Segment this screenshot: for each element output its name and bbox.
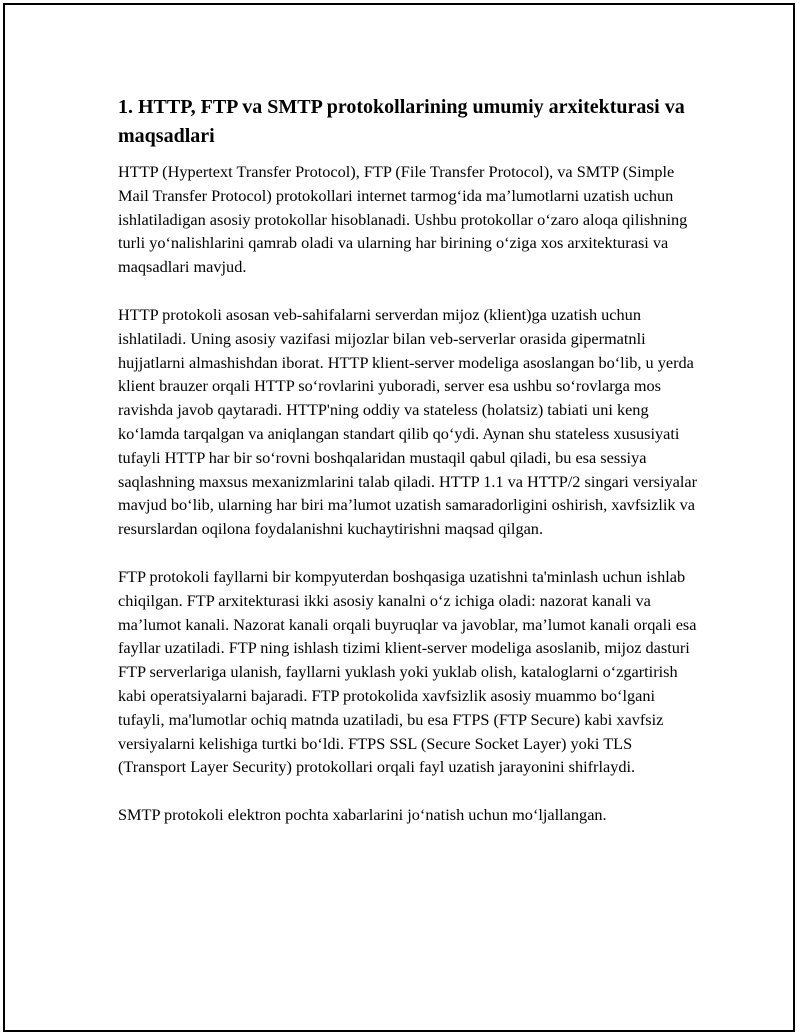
section-heading: 1. HTTP, FTP va SMTP protokollarining umumiy arxitekturasi va maqsadlari xyxy=(118,96,685,147)
paragraph-intro: HTTP (Hypertext Transfer Protocol), FTP (File Transfer Protocol), va SMTP (Simple Mail Transfer Protocol) protokollari internet tarmog‘ida ma’lumotlarni uzatish uchun ishlatiladigan asosiy protokollar hisoblanadi. Ushbu protokollar o‘zaro aloqa qilishning turli yo‘nalishlarini qamrab oladi va ularning har birining o‘ziga xos arxitekturasi va maqsadlari mavjud. xyxy=(118,162,688,277)
paragraph-smtp: SMTP protokoli elektron pochta xabarlarini jo‘natish uchun mo‘ljallangan. xyxy=(118,805,607,825)
paragraph-http: HTTP protokoli asosan veb-sahifalarni serverdan mijoz (klient)ga uzatish uchun ishlatiladi. Uning asosiy vazifasi mijozlar bilan veb-serverlar orasida gipermatnli hujjatlarni almashishdan iborat. HTTP klient-server modeliga asoslangan bo‘lib, u yerda klient brauzer orqali HTTP so‘rovlarini yuboradi, server esa ushbu so‘rovlarga mos ravishda javob qaytaradi. HTTP'ning oddiy va stateless (holatsiz) tabiati uni keng ko‘lamda tarqalgan va aniqlangan standart qilib qo‘ydi. Aynan shu stateless xususiyati tufayli HTTP har bir so‘rovni boshqalaridan mustaqil qabul qiladi, bu esa sessiya saqlashning maxsus mexanizmlarini talab qiladi. HTTP 1.1 va HTTP/2 singari versiyalar mavjud bo‘lib, ularning har biri ma’lumot uzatish samaradorligini oshirish, xavfsizlik va resurslardan oqilona foydalanishni kuchaytirishni maqsad qilgan. xyxy=(118,304,698,539)
document-body xyxy=(118,93,698,851)
paragraph-ftp: FTP protokoli fayllarni bir kompyuterdan boshqasiga uzatishni ta'minlash uchun ishlab chiqilgan. FTP arxitekturasi ikki asosiy kanalni o‘z ichiga oladi: nazorat kanali va ma’lumot kanali. Nazorat kanali orqali buyruqlar va javoblar, ma’lumot kanali orqali esa fayllar uzatiladi. FTP ning ishlash tizimi klient-server modeliga asoslanib, mijoz dasturi FTP serverlariga ulanish, fayllarni yuklash yoki yuklab olish, kataloglarni o‘zgartirish kabi operatsiyalarni bajaradi. FTP protokolida xavfsizlik asosiy muammo bo‘lgani tufayli, ma'lumotlar ochiq matnda uzatiladi, bu esa FTPS (FTP Secure) kabi xavfsiz versiyalarni kelishiga turtki bo‘ldi. FTPS SSL (Secure Socket Layer) yoki TLS (Transport Layer Security) protokollari orqali fayl uzatish jarayonini shifrlaydi. xyxy=(118,566,697,777)
